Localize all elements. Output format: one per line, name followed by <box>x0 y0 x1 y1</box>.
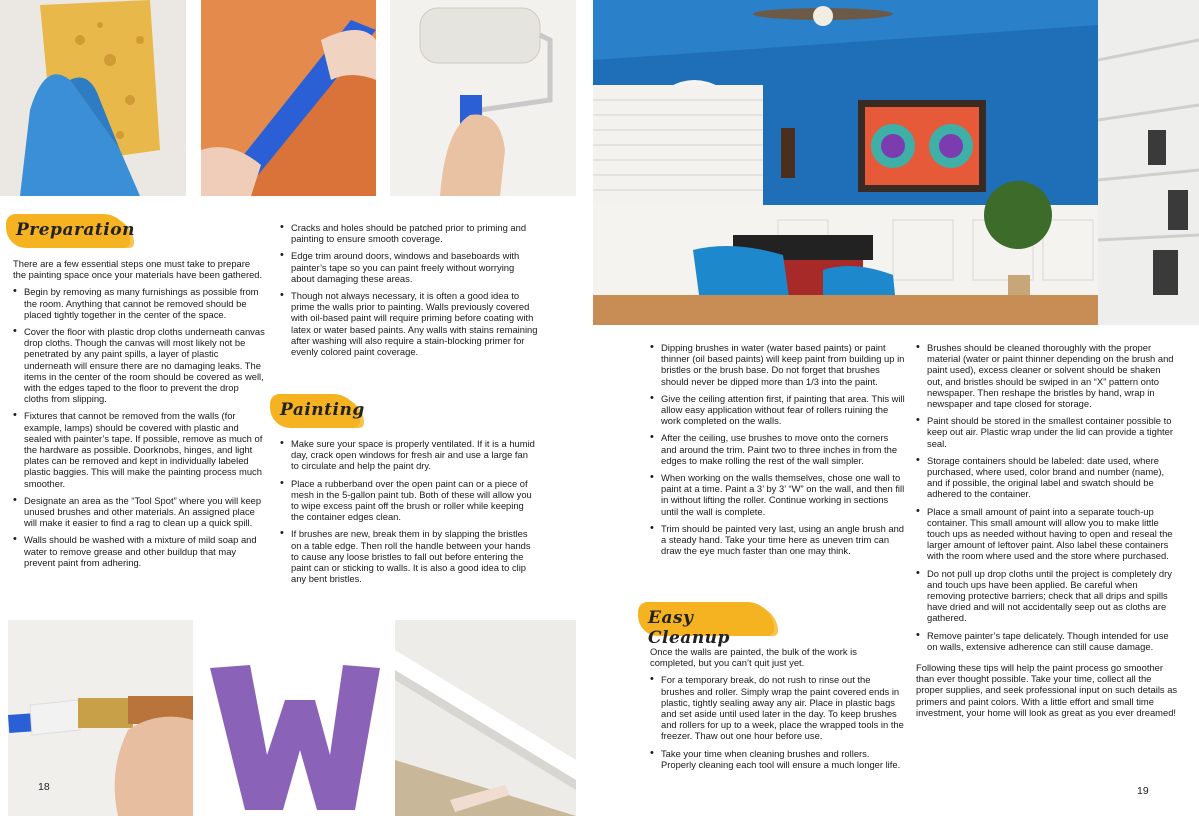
list-item: • Walls should be washed with a mixture of mild soap and water to remove grease and other buildup that may prevent paint from adhering. <box>13 534 265 568</box>
painting-column <box>280 438 538 590</box>
list-item: • Fixtures that cannot be removed from the walls (for example, lamps) should be covered with plastic and sealed with painter’s tape. If possible, remove as much of the hardware as possible. Doorknobs, hinges, and light plates can be removed and kept in individually labeled plastic baggies. This will make the painting process much smoother. <box>13 410 265 488</box>
preparation-column-1 <box>13 258 265 574</box>
blue-office-room-photo <box>593 0 1199 325</box>
preparation-column-2 <box>280 222 538 363</box>
list-item: • Make sure your space is properly ventilated. If it is a humid day, crack open windows for fresh air and use a large fan to circulate and help the paint dry. <box>280 438 538 472</box>
cleanup-column <box>650 646 905 776</box>
list-item: • Edge trim around doors, windows and baseboards with painter’s tape so you can paint freely without worrying about damaging these areas. <box>280 250 538 284</box>
list-item: • Though not always necessary, it is often a good idea to prime the walls prior to painting. Walls previously covered with oil-based paint will require priming before coating with latex or water based paints. Any walls with stains remaining after washing will also require a stain-blocking primer for evenly colored paint coverage. <box>280 290 538 357</box>
trim-painting-photo <box>395 620 576 816</box>
page-number-right: 19 <box>1137 785 1149 797</box>
preparation-intro: There are a few essential steps one must take to prepare the painting space once your materials have been gathered. <box>13 258 263 281</box>
paint-roller-photo <box>390 0 576 196</box>
list-item: • When working on the walls themselves, chose one wall to paint at a time. Paint a 3’ by 3’ “W” on the wall, and then fill in without lifting the roller. Continue working in sections until the wall is complete. <box>650 472 905 517</box>
cleanup-intro: Once the walls are painted, the bulk of the work is completed, but you can’t quit just yet. <box>650 646 857 669</box>
list-item: • If brushes are new, break them in by slapping the bristles on a table edge. Then roll the handle between your hands to cause any loose bristles to fall out before entering the paint can or sticking to walls. It is also a good idea to clip any bent bristles. <box>280 528 538 584</box>
right-column-2 <box>916 342 1178 724</box>
sponge-photo <box>0 0 186 196</box>
brush-edging-photo <box>8 620 193 816</box>
list-item: • Cover the floor with plastic drop cloths underneath canvas drop cloths. Though the canvas will most likely not be penetrated by any paint spills, a layer of plastic underneath will ensure there are no damaging leaks. The items in the center of the room should be covered as well, with the edges taped to the floor to prevent the drop cloths from slipping. <box>13 326 265 404</box>
list-item: • Take your time when cleaning brushes and rollers. Properly cleaning each tool will ensure a much longer life. <box>650 748 905 770</box>
list-item: • Designate an area as the “Tool Spot” where you will keep unused brushes and other materials. An assigned place will make it easier to find a rag to clean up a quick spill. <box>13 495 265 529</box>
list-item: • Dipping brushes in water (water based paints) or paint thinner (oil based paints) will keep paint from building up in bristles or the brush base. Do not forget that brushes should never be dipped more than 1/3 into the paint. <box>650 342 905 387</box>
list-item: • Brushes should be cleaned thoroughly with the proper material (water or paint thinner depending on the brush and paint used), excess cleaner or solvent should be shaken out, and bristles should be swiped in an “X” pattern onto newspaper. Then reshape the bristles by hand, wrap in newspaper and tape closed for storage. <box>916 342 1178 409</box>
list-item: • Place a small amount of paint into a separate touch-up container. This small amount will allow you to make little touch ups as needed without having to open and reseal the larger amount of leftover paint. Also label these containers with the room where used and the store where purchased. <box>916 506 1178 562</box>
list-item: • Begin by removing as many furnishings as possible from the room. Anything that cannot be removed should be placed tightly together in the center of the space. <box>13 286 265 320</box>
right-column-1 <box>650 342 905 562</box>
w-stroke-photo <box>205 660 385 816</box>
list-item: • Paint should be stored in the smallest container possible to keep out air. Plastic wrap under the lid can provide a tighter seal. <box>916 415 1178 449</box>
list-item: • Storage containers should be labeled: date used, where purchased, where used, color brand and number (name), and if possible, the original label and swatch should be adhered to the container. <box>916 455 1178 500</box>
list-item: • Place a rubberband over the open paint can or a piece of mesh in the 5-gallon paint tub. Both of these will allow you to wipe excess paint off the brush or roller while keeping the container edges clean. <box>280 478 538 523</box>
list-item: • Give the ceiling attention first, if painting that area. This will allow easy application without fear of rollers ruining the work completed on the walls. <box>650 393 905 427</box>
easy-cleanup-heading: Easy Cleanup <box>638 602 774 636</box>
list-item: • For a temporary break, do not rush to rinse out the brushes and roller. Simply wrap the paint covered ends in plastic, tightly sealing away any air. Place in plastic bags and set aside until used later in the day. To keep brushes and rollers for up to a week, place the wrapped tools in the freezer. Thaw out one hour before use. <box>650 674 905 741</box>
list-item: • Trim should be painted very last, using an angle brush and a steady hand. Take your time here as uneven trim can draw the eye much faster than one may think. <box>650 523 905 557</box>
closing-paragraph: Following these tips will help the paint process go smoother than ever thought possible. Take your time, collect all the proper supplies, and seek professional input on such details as primers and paint colors. With a little effort and small time investment, your home will look as great as you ever dreamed! <box>916 662 1178 718</box>
list-item: • After the ceiling, use brushes to move onto the corners and around the trim. Paint two to three inches in from the edges to make rolling the rest of the wall simpler. <box>650 432 905 466</box>
page-number-left: 18 <box>38 781 50 793</box>
painters-tape-photo <box>201 0 376 196</box>
preparation-heading: Preparation <box>6 214 130 248</box>
painting-heading: Painting <box>270 394 360 428</box>
list-item: • Do not pull up drop cloths until the project is completely dry and touch ups have been applied. Be careful when removing protective barriers; check that all drips and spills have dried and will not accidentally seep out as cloths are gathered. <box>916 568 1178 624</box>
list-item: • Cracks and holes should be patched prior to priming and painting to ensure smooth coverage. <box>280 222 538 244</box>
list-item: • Remove painter’s tape delicately. Though intended for use on walls, extensive adherence can still cause damage. <box>916 630 1178 652</box>
